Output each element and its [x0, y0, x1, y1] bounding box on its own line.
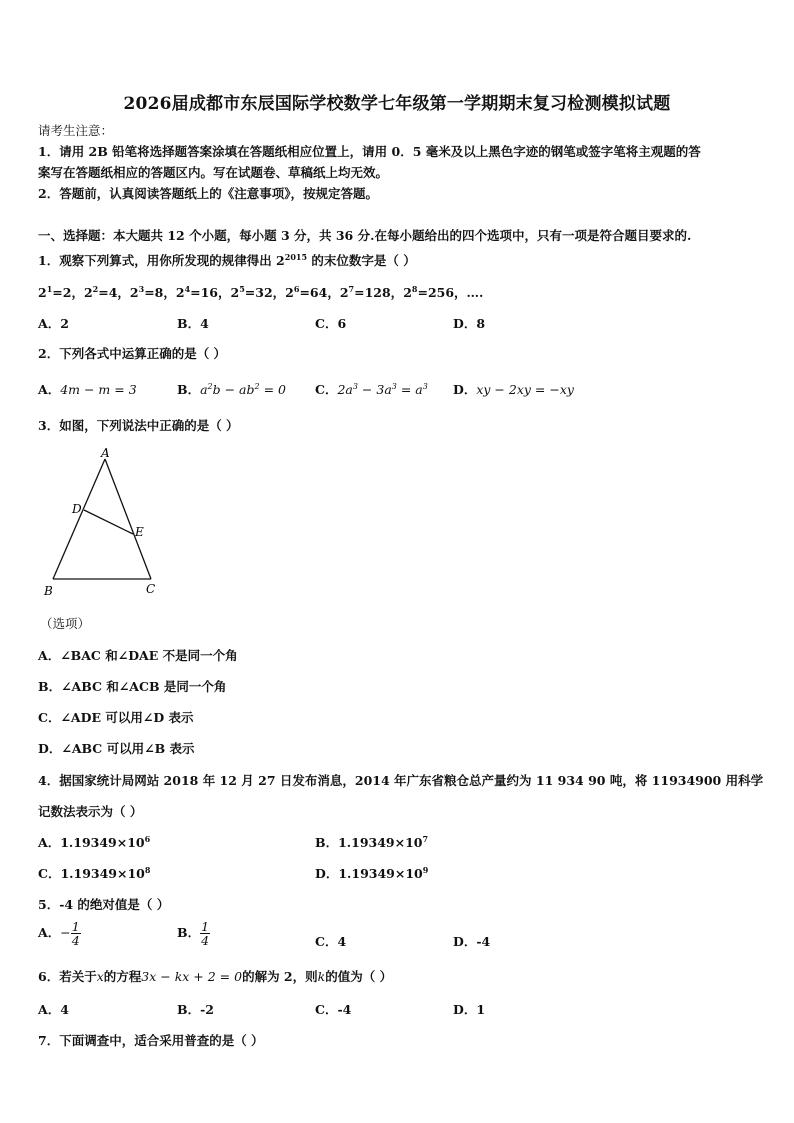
q4-option-d[interactable]: D．$1.19349\times 10^9$: [315, 864, 429, 881]
seq-item: $2^1=2$，: [38, 283, 84, 300]
notice-heading: 请考生注意：: [38, 123, 114, 138]
question-1-stem: 1．观察下列算式，用你所发现的规律得出 $2^{2015}$ 的末位数字是（ ）: [38, 251, 416, 268]
section-heading: 一、选择题：本大题共 12 个小题，每小题 3 分，共 36 分.在每小题给出的四个选项中，只有一项是符合题目要求的.: [38, 228, 692, 243]
q4-option-b[interactable]: B．$1.19349\times 10^7$: [315, 833, 429, 850]
seq-item: $2^6=64$，: [285, 283, 340, 300]
q6-option-c[interactable]: C．-4: [315, 1002, 352, 1017]
q3-option-d[interactable]: D．∠ABC 可以用∠B 表示: [38, 741, 195, 756]
q6-option-b[interactable]: B．-2: [177, 1002, 214, 1017]
q5-option-c[interactable]: C．4: [315, 934, 347, 949]
q2-option-c[interactable]: C．$2a^3 - 3a^3 = a^3$: [315, 381, 428, 397]
question-7-stem: 7．下面调查中，适合采用普查的是（ ）: [38, 1033, 264, 1048]
seq-item: $2^3=8$，: [129, 283, 176, 300]
choices-heading: （选项）: [40, 616, 91, 631]
q5-option-d[interactable]: D．-4: [453, 934, 491, 949]
question-5-stem: 5．-4 的绝对值是（ ）: [38, 897, 170, 912]
notice-line-2: 2．答题前，认真阅读答题纸上的《注意事项》，按规定答题。: [38, 186, 378, 201]
q3-option-b[interactable]: B．∠ABC 和∠ACB 是同一个角: [38, 679, 227, 694]
seq-item: $2^4=16$，: [175, 283, 231, 300]
q6-option-a[interactable]: A．4: [38, 1002, 69, 1017]
q1-option-b[interactable]: B．4: [177, 316, 209, 331]
q1-option-d[interactable]: D．8: [453, 316, 486, 331]
question-4-stem-a: 4．据国家统计局网站 2018 年 12 月 27 日发布消息，2014 年广东省粮仓总产量约为 11 934 90 吨，将 11934900 用科学: [38, 773, 764, 788]
question-3-stem: 3．如图，下列说法中正确的是（ ）: [38, 418, 239, 433]
q6-option-d[interactable]: D．1: [453, 1002, 486, 1017]
q2-option-d[interactable]: D．xy − 2xy = −xy: [453, 382, 574, 397]
q1-option-c[interactable]: C．6: [315, 316, 347, 331]
question-1-sequence: [38, 283, 483, 301]
label-c: C: [146, 582, 156, 596]
question-6-stem: 6．若关于x的方程3x − kx + 2 = 0的解为 2，则k的值为（ ）: [38, 969, 393, 984]
notice-line-1b: 案写在答题纸相应的答题区内。写在试题卷、草稿纸上均无效。: [38, 165, 389, 180]
label-b: B: [44, 584, 53, 598]
notice-line-1a: 1．请用 2B 铅笔将选择题答案涂填在答题纸相应位置上，请用 0．5 毫米及以上黑色字迹的钢笔或签字笔将主观题的答: [38, 144, 701, 159]
triangle-figure: [40, 445, 170, 600]
seq-item: $2^5=32$，: [230, 283, 286, 300]
q2-option-a[interactable]: A．4m − m = 3: [38, 382, 137, 397]
q3-option-c[interactable]: C．∠ADE 可以用∠D 表示: [38, 710, 194, 725]
seq-item: $2^7=128$，: [339, 283, 404, 300]
seq-item: $2^8=256$，….: [403, 283, 484, 300]
q3-option-a[interactable]: A．∠BAC 和∠DAE 不是同一个角: [38, 648, 238, 663]
page-title: 2026届成都市东辰国际学校数学七年级第一学期期末复习检测模拟试题: [123, 94, 671, 114]
question-2-stem: 2．下列各式中运算正确的是（ ）: [38, 346, 227, 361]
label-e: E: [135, 525, 144, 539]
side-ab: [53, 459, 105, 579]
q4-option-c[interactable]: C．$1.19349\times 10^8$: [38, 864, 151, 881]
label-a: A: [101, 446, 110, 460]
side-ac: [105, 459, 151, 579]
q2-option-b[interactable]: B．$a^2b - ab^2 = 0$: [177, 381, 286, 397]
q1-option-a[interactable]: A．2: [38, 316, 69, 331]
seq-item: $2^2=4$，: [83, 283, 130, 300]
label-d: D: [72, 502, 82, 516]
q4-option-a[interactable]: A．$1.19349\times 10^6$: [38, 833, 151, 850]
question-4-stem-b: 记数法表示为（ ）: [38, 804, 143, 819]
q5-option-b[interactable]: B． $\frac{1}{4}$: [177, 919, 210, 948]
q5-option-a[interactable]: A．− $\frac{1}{4}$: [38, 919, 80, 948]
